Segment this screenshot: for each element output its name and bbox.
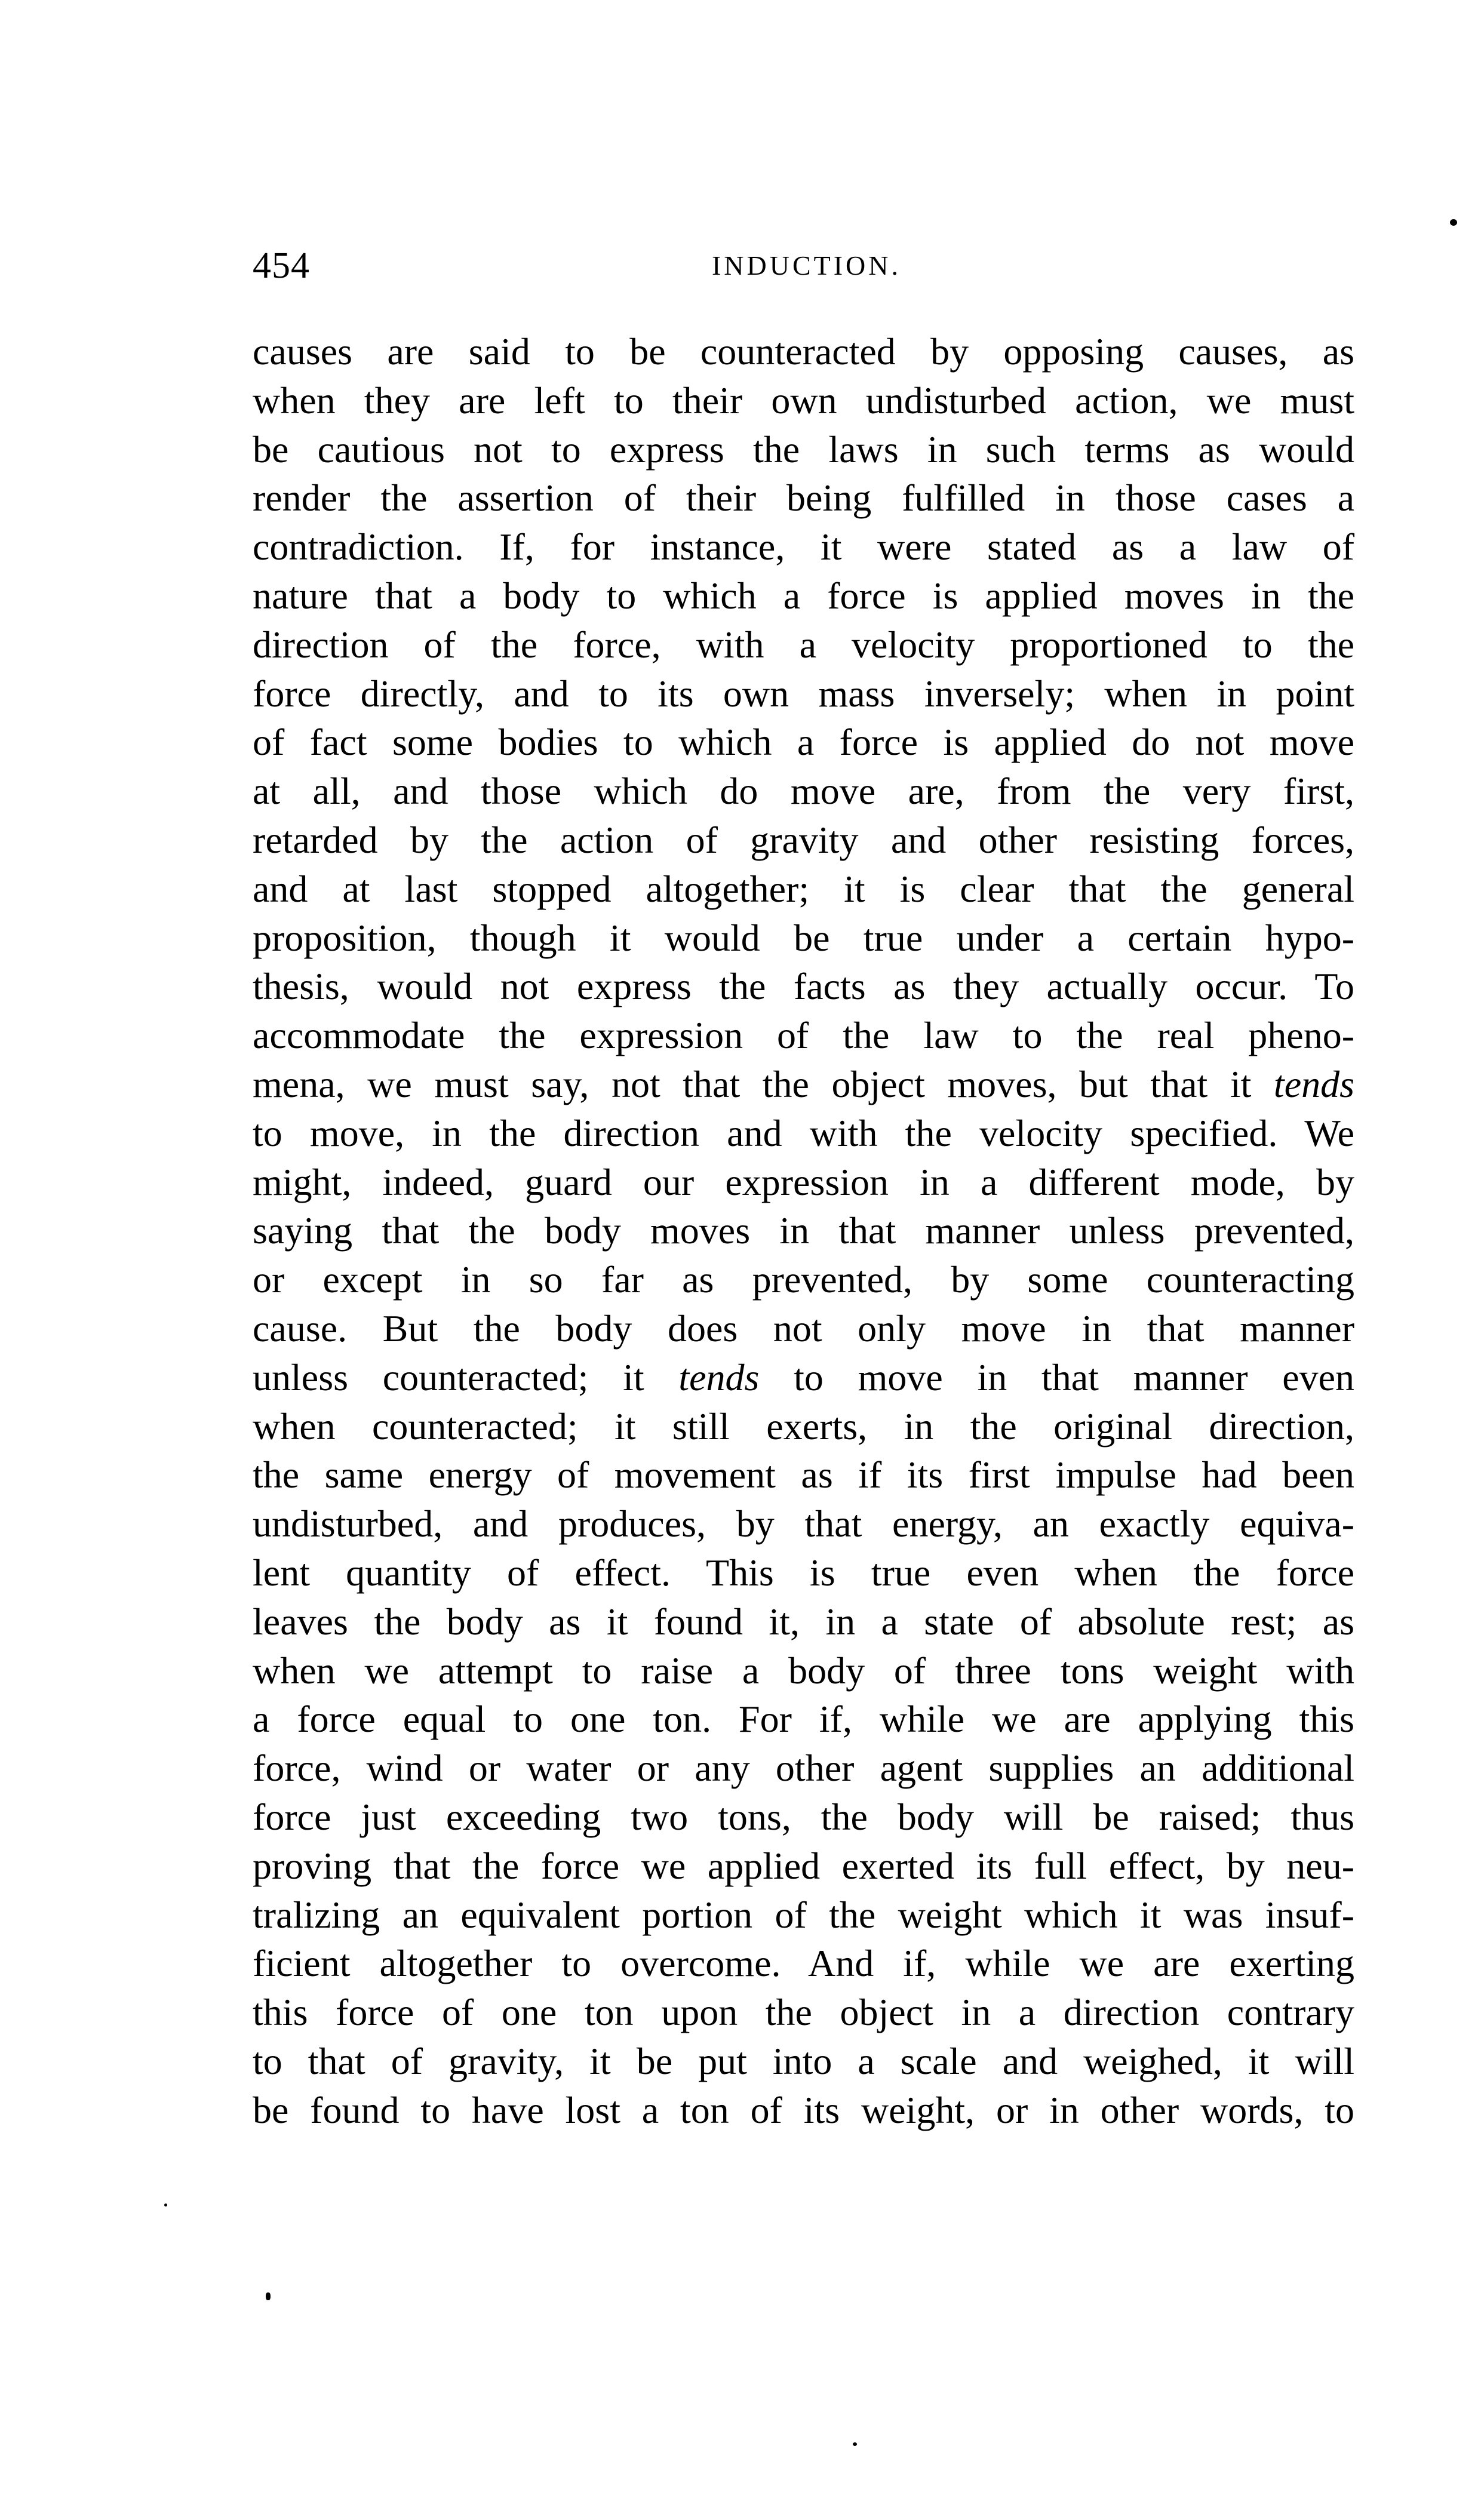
text-line (253, 523, 1354, 571)
scan-speck (853, 2442, 857, 2446)
text-line (253, 1206, 1354, 1255)
text-run: the same energy of movement as if its first impulse had been (253, 1453, 1354, 1496)
text-line (253, 1304, 1354, 1353)
text-line (253, 865, 1354, 914)
text-run: at all, and those which do move are, from the very first, (253, 770, 1354, 813)
text-run: be found to have lost a ton of its weight, or in other words, to (253, 2088, 1354, 2131)
text-run: when they are left to their own undisturbed action, we must (253, 379, 1354, 422)
text-run: proving that the force we applied exerted its full effect, by neu- (253, 1844, 1354, 1887)
text-line (253, 1939, 1354, 1988)
text-run: this force of one ton upon the object in a direction contrary (253, 1991, 1354, 2034)
text-line (253, 1353, 1354, 1402)
text-line (253, 376, 1354, 425)
text-run: unless counteracted; it (253, 1356, 679, 1399)
text-run: force, wind or water or any other agent supplies an additional (253, 1747, 1354, 1790)
text-run: to move in that manner even (759, 1356, 1355, 1399)
italic-emphasis: tends (678, 1356, 760, 1399)
text-line (253, 474, 1354, 523)
text-run: accommodate the expression of the law to the real pheno- (253, 1014, 1354, 1057)
text-run: force directly, and to its own mass inversely; when in point (253, 672, 1354, 715)
text-line (253, 1793, 1354, 1842)
text-run: ficient altogether to overcome. And if, while we are exerting (253, 1942, 1354, 1985)
text-line (253, 1450, 1354, 1499)
running-head (253, 242, 1354, 290)
text-run: a force equal to one ton. For if, while we are applying this (253, 1698, 1354, 1741)
text-line (253, 1109, 1354, 1158)
text-line (253, 1060, 1354, 1109)
text-line (253, 669, 1354, 718)
text-run: thesis, would not express the facts as they actually occur. To (253, 965, 1354, 1008)
text-line (253, 914, 1354, 963)
text-line (253, 816, 1354, 865)
text-run: nature that a body to which a force is applied moves in the (253, 574, 1354, 617)
text-run: undisturbed, and produces, by that energy, an exactly equiva- (253, 1502, 1354, 1545)
text-line (253, 1695, 1354, 1744)
text-run: to that of gravity, it be put into a scale and weighed, it will (253, 2039, 1354, 2082)
text-run: leaves the body as it found it, in a state of absolute rest; as (253, 1600, 1354, 1643)
text-line (253, 425, 1354, 474)
text-run: be cautious not to express the laws in such terms as would (253, 428, 1354, 471)
text-run: causes are said to be counteracted by opposing causes, as (253, 330, 1354, 373)
text-line (253, 1842, 1354, 1891)
text-run: when we attempt to raise a body of three tons weight with (253, 1649, 1354, 1692)
text-line (253, 1158, 1354, 1207)
text-line (253, 767, 1354, 816)
text-run: lent quantity of effect. This is true even when the force (253, 1551, 1354, 1594)
text-run: retarded by the action of gravity and other resisting forces, (253, 818, 1354, 861)
text-run: direction of the force, with a velocity proportioned to the (253, 623, 1354, 666)
text-line (253, 1255, 1354, 1304)
text-line (253, 1891, 1354, 1940)
text-line (253, 2037, 1354, 2086)
scan-speck (164, 2204, 167, 2206)
running-title: INDUCTION. (711, 250, 901, 281)
text-line (253, 1597, 1354, 1646)
text-line (253, 1402, 1354, 1451)
text-run: render the assertion of their being fulfilled in those cases a (253, 477, 1354, 520)
text-run: might, indeed, guard our expression in a different mode, by (253, 1160, 1354, 1203)
text-line (253, 1548, 1354, 1597)
text-run: contradiction. If, for instance, it were stated as a law of (253, 525, 1354, 568)
text-line (253, 2086, 1354, 2135)
scan-speck (1450, 219, 1457, 226)
text-line (253, 1646, 1354, 1695)
text-run: to move, in the direction and with the velocity specified. We (253, 1111, 1354, 1154)
body-text (253, 327, 1354, 2134)
text-line (253, 1988, 1354, 2037)
scan-speck (266, 2292, 271, 2300)
text-line (253, 718, 1354, 767)
text-line (253, 327, 1354, 376)
text-run: cause. But the body does not only move in that manner (253, 1307, 1354, 1350)
text-run: or except in so far as prevented, by some counteracting (253, 1258, 1354, 1301)
text-run: tralizing an equivalent portion of the weight which it was insuf- (253, 1893, 1354, 1936)
text-line (253, 962, 1354, 1011)
page-number: 454 (253, 245, 310, 286)
text-run: proposition, though it would be true under a certain hypo- (253, 916, 1354, 959)
text-run: and at last stopped altogether; it is clear that the general (253, 867, 1354, 910)
text-line (253, 620, 1354, 669)
text-run: of fact some bodies to which a force is applied do not move (253, 721, 1354, 764)
text-run: mena, we must say, not that the object moves, but that it (253, 1062, 1274, 1105)
text-run: when counteracted; it still exerts, in the original direction, (253, 1405, 1354, 1448)
italic-emphasis: tends (1273, 1062, 1354, 1105)
text-line (253, 571, 1354, 620)
text-run: saying that the body moves in that manner unless prevented, (253, 1209, 1354, 1252)
text-run: force just exceeding two tons, the body will be raised; thus (253, 1795, 1354, 1838)
text-line (253, 1744, 1354, 1793)
text-line (253, 1011, 1354, 1060)
text-line (253, 1499, 1354, 1548)
